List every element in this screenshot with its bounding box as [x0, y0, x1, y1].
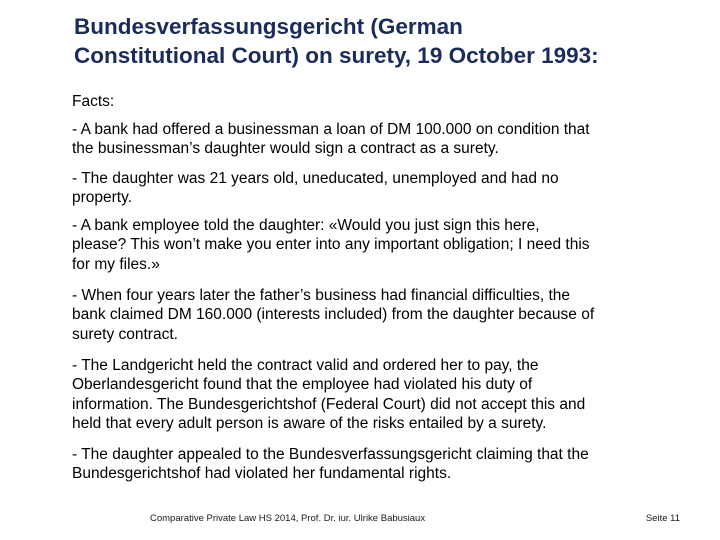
fact-line: for my files.» — [72, 255, 160, 273]
fact-line: please? This won’t make you enter into any important obligation; I need this — [72, 236, 590, 254]
fact-paragraph — [72, 169, 672, 208]
footer-source: Comparative Private Law HS 2014, Prof. Dr. iur. Ulrike Babusiaux — [150, 513, 426, 524]
fact-line: - A bank employee told the daughter: «Would you just sign this here, — [72, 217, 540, 234]
slide-title-line: Bundesverfassungsgericht (German — [74, 14, 463, 39]
fact-line: bank claimed DM 160.000 (interests included) from the daughter because of — [72, 306, 595, 324]
fact-line: surety contract. — [72, 325, 178, 343]
slide-title — [74, 12, 694, 70]
fact-paragraph — [72, 120, 672, 159]
fact-line: held that every adult person is aware of the risks entailed by a surety. — [72, 415, 547, 433]
fact-line: - The daughter appealed to the Bundesverfassungsgericht claiming that the — [72, 446, 589, 463]
fact-line: property. — [72, 189, 133, 207]
fact-line: - The daughter was 21 years old, uneducated, unemployed and had no — [72, 170, 559, 187]
fact-paragraph — [72, 286, 672, 344]
fact-line: - The Landgericht held the contract valid and ordered her to pay, the — [72, 357, 539, 374]
fact-line: - A bank had offered a businessman a loan of DM 100.000 on condition that — [72, 121, 590, 138]
slide-title-line: Constitutional Court) on surety, 19 October 1993: — [74, 43, 599, 68]
facts-label: Facts: — [72, 93, 115, 110]
fact-paragraph — [72, 445, 672, 484]
fact-line: - When four years later the father’s business had financial difficulties, the — [72, 287, 570, 304]
fact-paragraph — [72, 216, 672, 274]
fact-line: information. The Bundesgerichtshof (Federal Court) did not accept this and — [72, 395, 586, 413]
fact-paragraph — [72, 356, 672, 434]
fact-line: Bundesgerichtshof had violated her fundamental rights. — [72, 465, 452, 483]
fact-line: the businessman’s daughter would sign a contract as a surety. — [72, 140, 499, 158]
page-number: Seite 11 — [645, 513, 680, 524]
fact-line: Oberlandesgericht found that the employee had violated his duty of — [72, 376, 533, 394]
